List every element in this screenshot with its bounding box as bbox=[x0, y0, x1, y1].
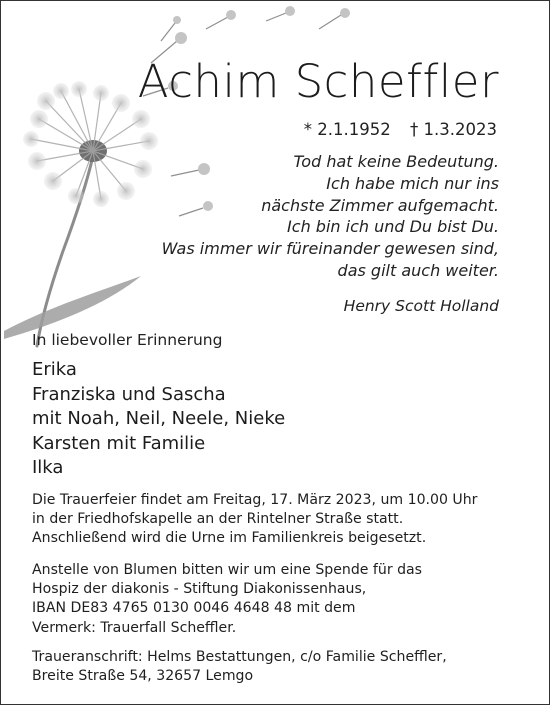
mourner-entry: Karsten mit Familie bbox=[32, 432, 206, 454]
mourner-entry: mit Noah, Neil, Neele, Nieke bbox=[32, 408, 286, 430]
life-dates bbox=[290, 120, 497, 139]
quote-line: Was immer wir füreinander gewesen sind, bbox=[161, 239, 499, 259]
quote-line: nächste Zimmer aufgemacht. bbox=[261, 195, 499, 215]
mourner-entry: Ilka bbox=[32, 457, 64, 479]
birth-date: * 2.1.1952 bbox=[303, 120, 391, 139]
remembrance-heading: In liebevoller Erinnerung bbox=[32, 331, 223, 349]
death-date: † 1.3.2023 bbox=[410, 120, 497, 139]
donation-info-line: Hospiz der diakonis - Stiftung Diakonissenhaus, bbox=[32, 581, 367, 598]
mourner-entry: Erika bbox=[32, 359, 77, 380]
donation-info-line: Vermerk: Trauerfall Scheffler. bbox=[32, 619, 237, 636]
funeral-info-line: Die Trauerfeier findet am Freitag, 17. März 2023, um 10.00 Uhr bbox=[32, 492, 478, 508]
donation-info-line: Anstelle von Blumen bitten wir um eine Spende für das bbox=[32, 562, 423, 578]
quote-line: Tod hat keine Bedeutung. bbox=[293, 152, 499, 171]
quote-line: Ich habe mich nur ins bbox=[326, 173, 499, 193]
quote-author: Henry Scott Holland bbox=[343, 297, 499, 315]
address-line: Traueranschrift: Helms Bestattungen, c/o Familie Scheffler, bbox=[32, 649, 447, 665]
address-line: Breite Straße 54, 32657 Lemgo bbox=[32, 668, 254, 685]
funeral-info-line: in der Friedhofskapelle an der Rintelner Straße statt. bbox=[32, 511, 404, 528]
mourning-address bbox=[32, 648, 447, 686]
mourner-entry: Franziska und Sascha bbox=[32, 383, 226, 405]
deceased-name: Achim Scheffler bbox=[137, 55, 499, 108]
donation-info-line: IBAN DE83 4765 0130 0046 4648 48 mit dem bbox=[32, 600, 356, 617]
quote-line: Ich bin ich und Du bist Du. bbox=[287, 217, 499, 237]
quote-line: das gilt auch weiter. bbox=[337, 260, 499, 280]
mourners-list bbox=[32, 358, 285, 481]
memorial-quote bbox=[162, 151, 499, 282]
funeral-info bbox=[32, 491, 477, 549]
funeral-info-line: Anschließend wird die Urne im Familienkreis beigesetzt. bbox=[32, 530, 427, 547]
donation-info bbox=[32, 561, 422, 638]
